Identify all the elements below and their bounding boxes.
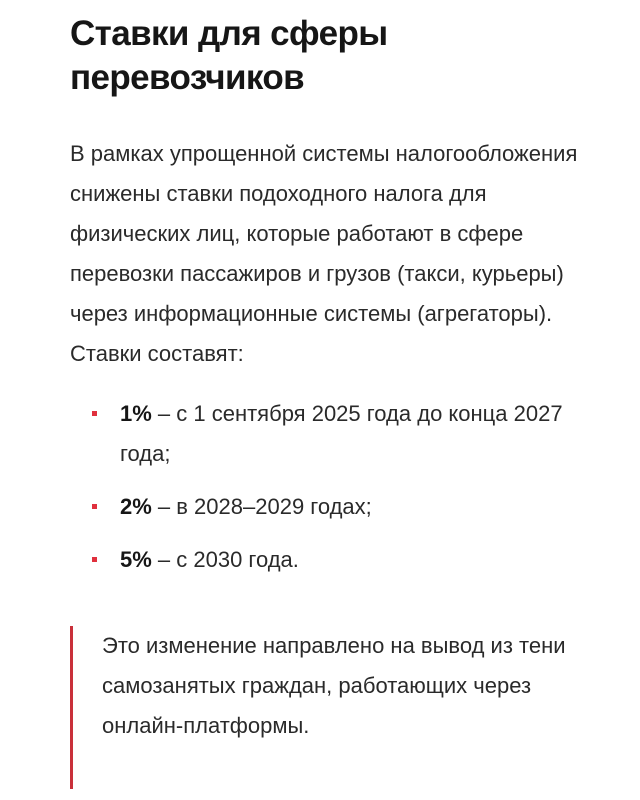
intro-paragraph: В рамках упрощенной системы налогообложения снижены ставки подоходного налога для физических лиц, которые работают в сфере перевозки пассажиров и грузов (такси, курьеры) через информационные системы (агрегаторы). Ставки составят: <box>70 141 578 366</box>
square-bullet-icon <box>92 557 97 562</box>
rate-item-3 <box>70 540 610 580</box>
rate-description: – в 2028–2029 годах; <box>151 494 372 519</box>
rate-value: 1% <box>120 401 152 426</box>
rate-value: 5% <box>120 547 152 572</box>
square-bullet-icon <box>92 411 97 416</box>
rate-description: – с 2030 года. <box>151 547 299 572</box>
square-bullet-icon <box>92 504 97 509</box>
rates-list <box>70 394 610 580</box>
note-quote <box>70 626 592 789</box>
rate-item-1 <box>70 394 610 474</box>
article <box>70 0 610 593</box>
rate-description: – с 1 сентября 2025 года до конца 2027 года; <box>120 401 563 466</box>
title-line-1: Ставки для сферы <box>70 14 388 53</box>
note-text: Это изменение направлено на вывод из тени самозанятых граждан, работающих через онлайн-платформы. <box>102 633 566 738</box>
rate-item-2 <box>70 487 610 527</box>
rate-value: 2% <box>120 494 152 519</box>
title-line-2: перевозчиков <box>70 58 305 97</box>
article-title <box>70 0 610 100</box>
